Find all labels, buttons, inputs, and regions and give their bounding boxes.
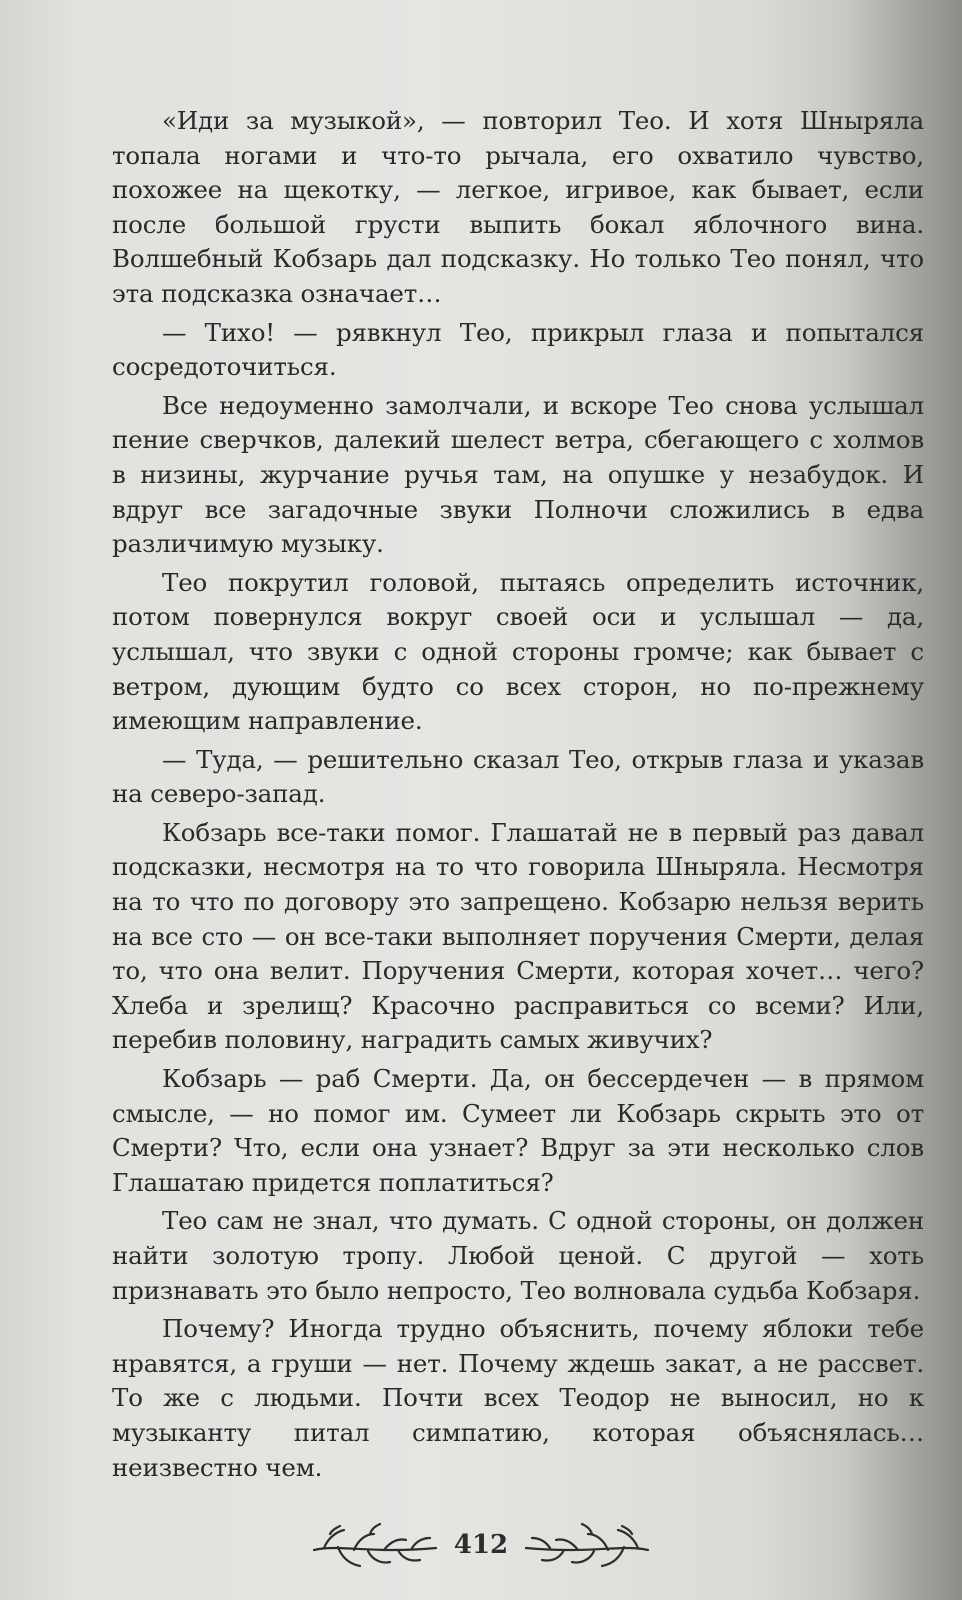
- paragraph: Тео покрутил головой, пытаясь определить источник, потом повернулся вокруг своей оси и услышал — да, услышал, что звуки с одной стороны громче; как бывает с ветром, дующим будто со всех сторон, но по-прежнему имеющим направление.: [112, 567, 924, 736]
- body-text: [112, 104, 924, 1485]
- paragraph: — Тихо! — рявкнул Тео, прикрыл глаза и попытался сосредоточиться.: [112, 317, 924, 382]
- branch-ornament-left-icon: [310, 1520, 440, 1570]
- paragraph: «Иди за музыкой», — повторил Тео. И хотя Шныряла топала ногами и что-то рычала, его охватило чувство, похожее на щекотку, — легкое, игривое, как бывает, если после большой грусти выпить бокал яблочного вина. Волшебный Кобзарь дал подсказку. Но только Тео понял, что эта подсказка означает…: [112, 106, 924, 308]
- paragraph: — Туда, — решительно сказал Тео, открыв глаза и указав на северо-запад.: [112, 744, 924, 809]
- branch-ornament-right-icon: [522, 1520, 652, 1570]
- paragraph: Кобзарь — раб Смерти. Да, он бессердечен — в прямом смысле, — но помог им. Сумеет ли Кобзарь скрыть это от Смерти? Что, если она узнает? Вдруг за эти несколько слов Глашатаю придется поплатиться?: [112, 1064, 924, 1197]
- page-number: 412: [453, 1530, 509, 1560]
- page-footer: [0, 1515, 962, 1575]
- paragraph: Кобзарь все-таки помог. Глашатай не в первый раз давал подсказки, несмотря на то что говорила Шныряла. Несмотря на то что по договору это запрещено. Кобзарю нельзя верить на все сто — он все-таки выполняет поручения Смерти, делая то, что она велит. Поручения Смерти, которая хочет… чего? Хлеба и зрелищ? Красочно расправиться со всеми? Или, перебив половину, наградить самых живучих?: [112, 817, 924, 1055]
- paragraph: Почему? Иногда трудно объяснить, почему яблоки тебе нравятся, а груши — нет. Почему ждешь закат, а не рассвет. То же с людьми. Почти всех Теодор не выносил, но к музыканту питал симпатию, которая объяснялась… неизвестно чем.: [112, 1314, 924, 1482]
- paragraph: Тео сам не знал, что думать. С одной стороны, он должен найти золотую тропу. Любой ценой. С другой — хоть признавать это было непросто, Тео волновала судьба Кобзаря.: [112, 1206, 924, 1305]
- paragraph: Все недоуменно замолчали, и вскоре Тео снова услышал пение сверчков, далекий шелест ветра, сбегающего с холмов в низины, журчание ручья там, на опушке у незабудок. И вдруг все загадочные звуки Полночи сложились в едва различимую музыку.: [112, 390, 924, 559]
